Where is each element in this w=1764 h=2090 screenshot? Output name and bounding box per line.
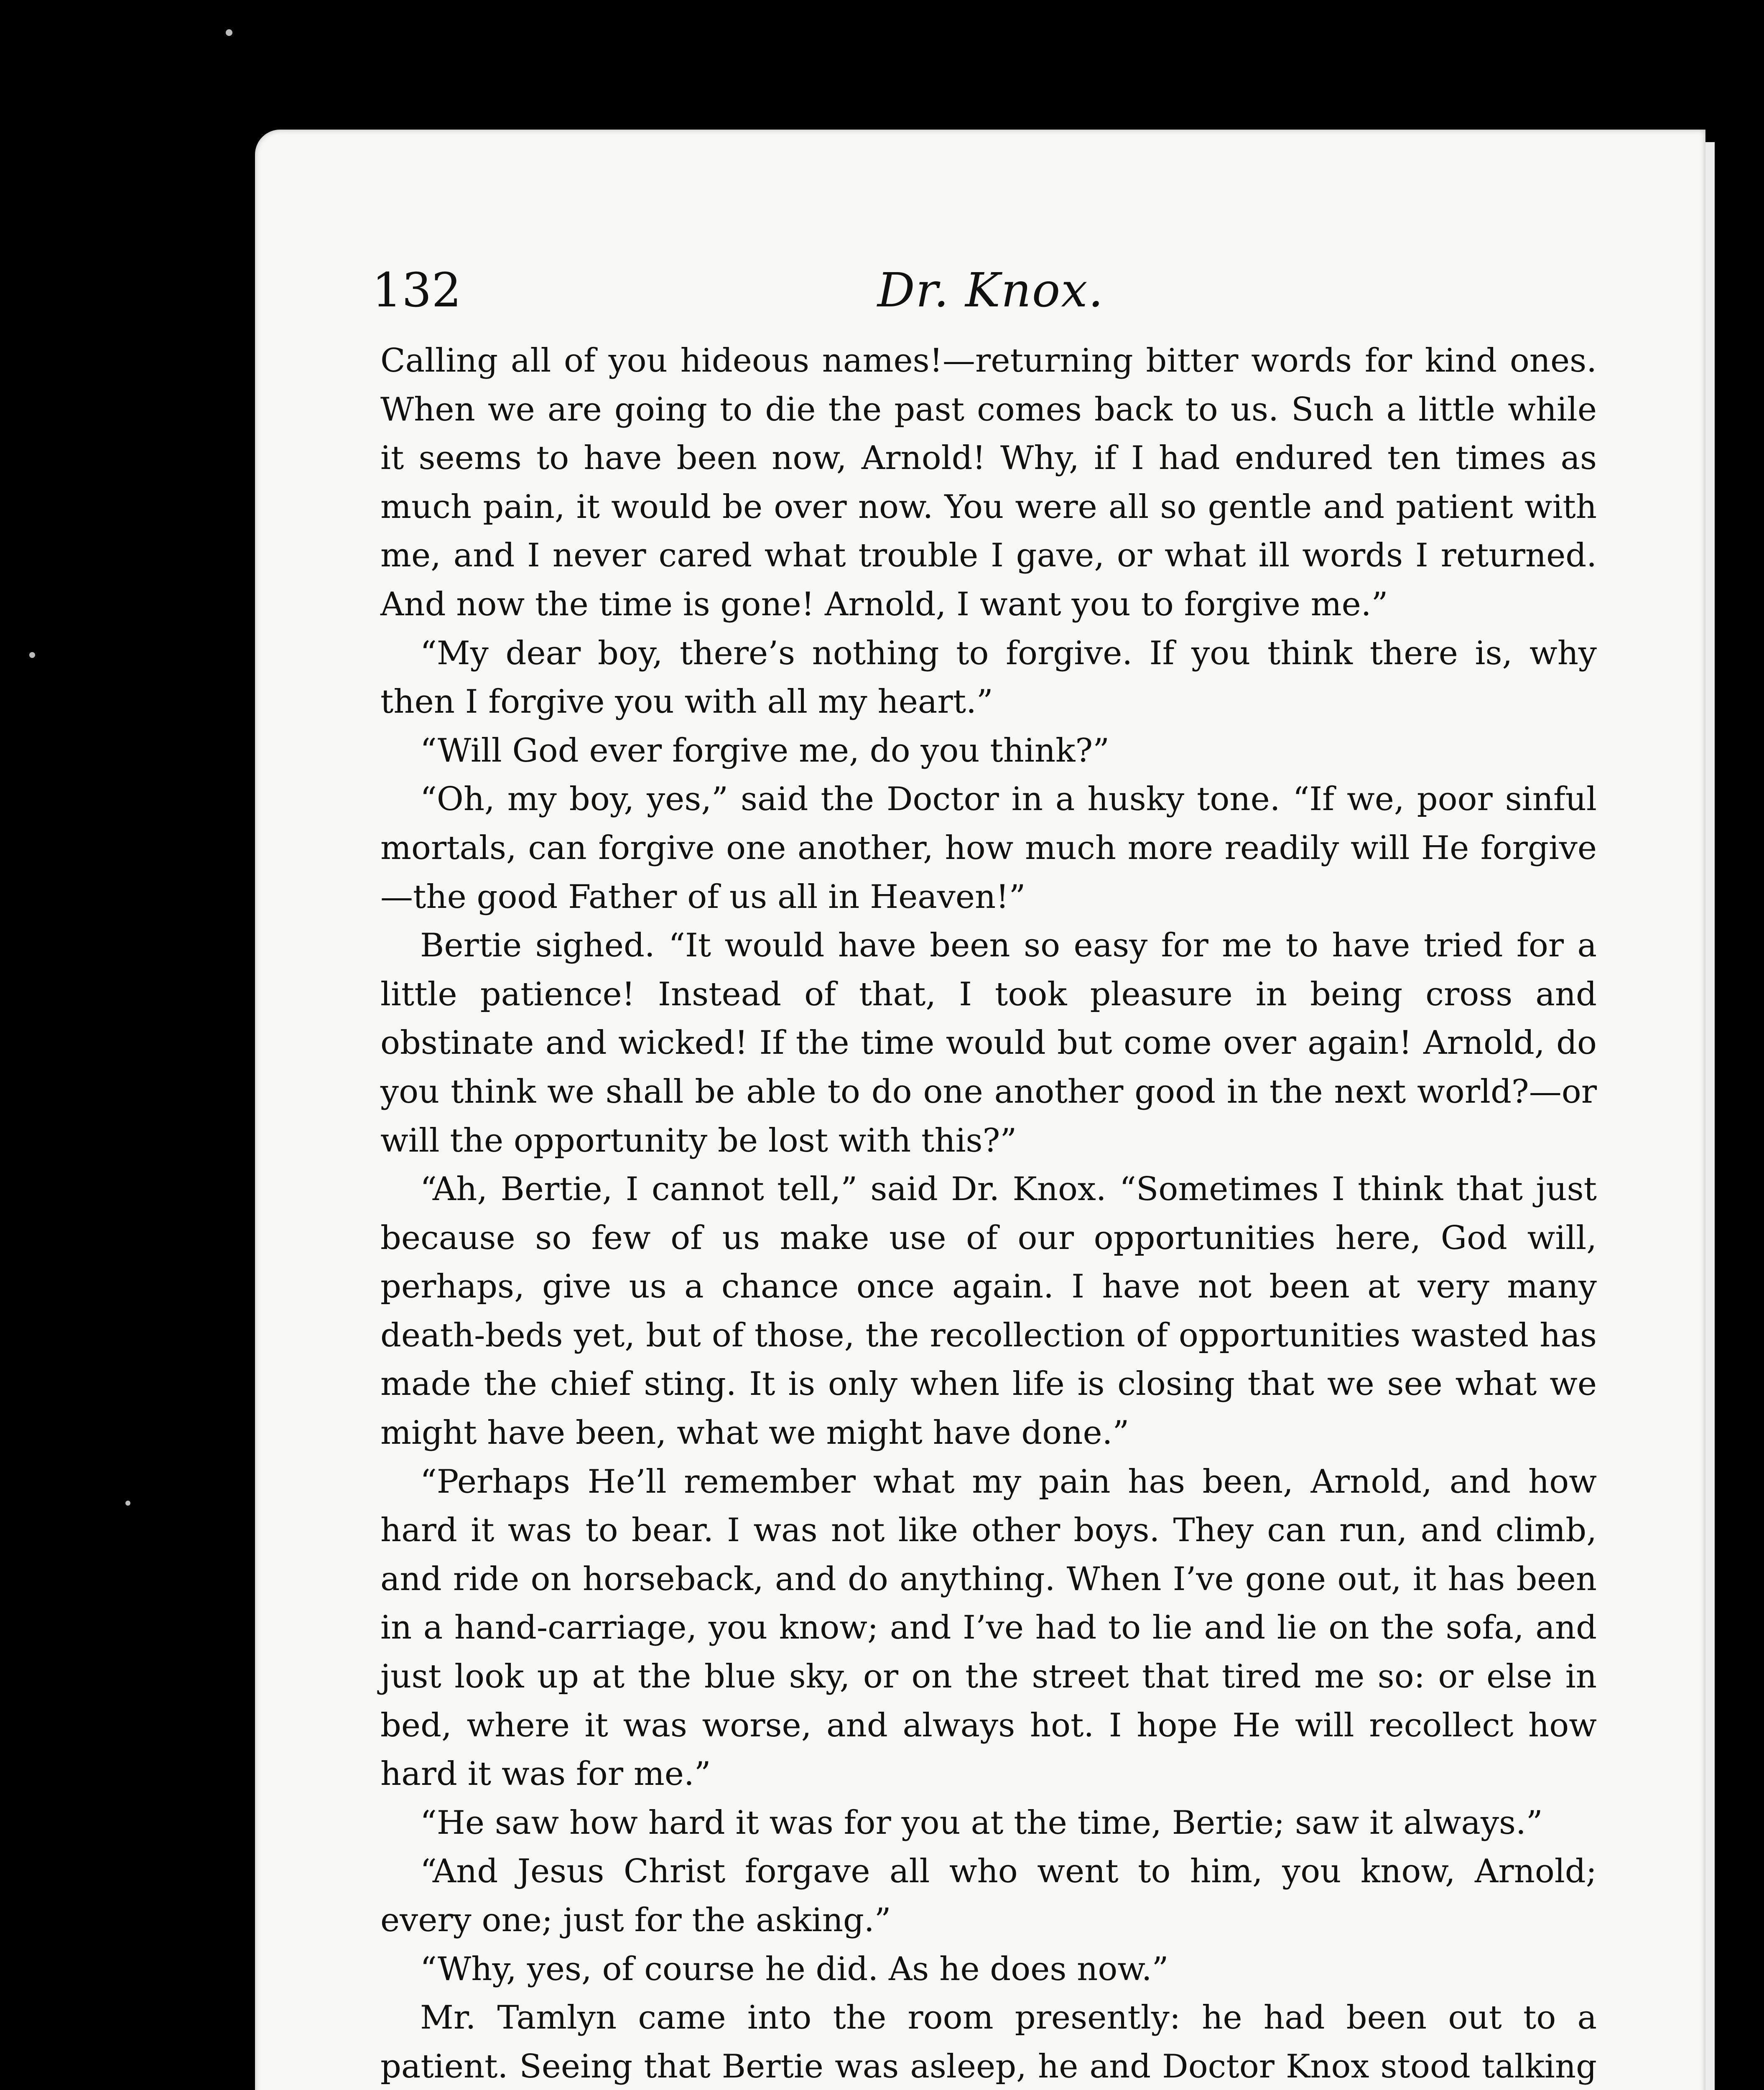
paragraph: “And Jesus Christ forgave all who went to him, you know, Arnold; every one; just for the asking.”	[380, 1853, 1597, 1939]
paragraph: “My dear boy, there’s nothing to forgive. If you think there is, why then I forgive you with all my heart.”	[380, 634, 1597, 721]
page-header	[372, 251, 1609, 322]
paragraph: “Ah, Bertie, I cannot tell,” said Dr. Knox. “Sometimes I think that just because so few of us make use of our opportunities here, God will, perhaps, give us a chance once again. I have not been at very many death-beds yet, but of those, the recollection of opportunities wasted has made the chief sting. It is only when life is closing that we see what we might have been, what we might have done.”	[380, 1170, 1597, 1452]
page-number: 132	[372, 263, 461, 318]
running-title: Dr. Knox.	[877, 263, 1104, 318]
paragraph: “Perhaps He’ll remember what my pain has been, Arnold, and how hard it was to bear. I was not like other boys. They can run, and climb, and ride on horseback, and do anything. When I’ve gone out, it has been in a hand-carriage, you know; and I’ve had to lie and lie on the sofa, and just look up at the blue sky, or on the street that tired me so: or else in bed, where it was worse, and always hot. I hope He will recollect how hard it was for me.”	[380, 1463, 1597, 1793]
paragraph: Mr. Tamlyn came into the room presently: he had been out to a patient. Seeing that Bertie was asleep, he and Doctor Knox stood talking	[380, 1999, 1597, 2085]
body-text	[380, 336, 1597, 2090]
page-gutter	[1705, 142, 1715, 2090]
paragraph: Bertie sighed. “It would have been so easy for me to have tried for a little patience! Instead of that, I took pleasure in being cross and obstinate and wicked! If the time would but come over again! Arnold, do you think we shall be able to do one another good in the next world?—or will the opportunity be lost with this?”	[380, 927, 1597, 1160]
paragraph: “Will God ever forgive me, do you think?”	[420, 732, 1110, 770]
paragraph: Calling all of you hideous names!—returning bitter words for kind ones. When we are going to die the past comes back to us. Such a little while it seems to have been now, Arnold! Why, if I had endured ten times as much pain, it would be over now. You were all so gentle and patient with me, and I never cared what trouble I gave, or what ill words I returned. And now the time is gone! Arnold, I want you to forgive me.”	[380, 342, 1597, 623]
dust-speck	[29, 652, 35, 658]
dust-speck	[226, 29, 232, 36]
paragraph: “Oh, my boy, yes,” said the Doctor in a husky tone. “If we, poor sinful mortals, can forgive one another, how much more readily will He forgive—the good Father of us all in Heaven!”	[380, 780, 1597, 916]
paragraph: “He saw how hard it was for you at the time, Bertie; saw it always.”	[420, 1804, 1543, 1842]
dust-speck	[125, 1501, 130, 1506]
paragraph: “Why, yes, of course he did. As he does now.”	[420, 1950, 1169, 1988]
